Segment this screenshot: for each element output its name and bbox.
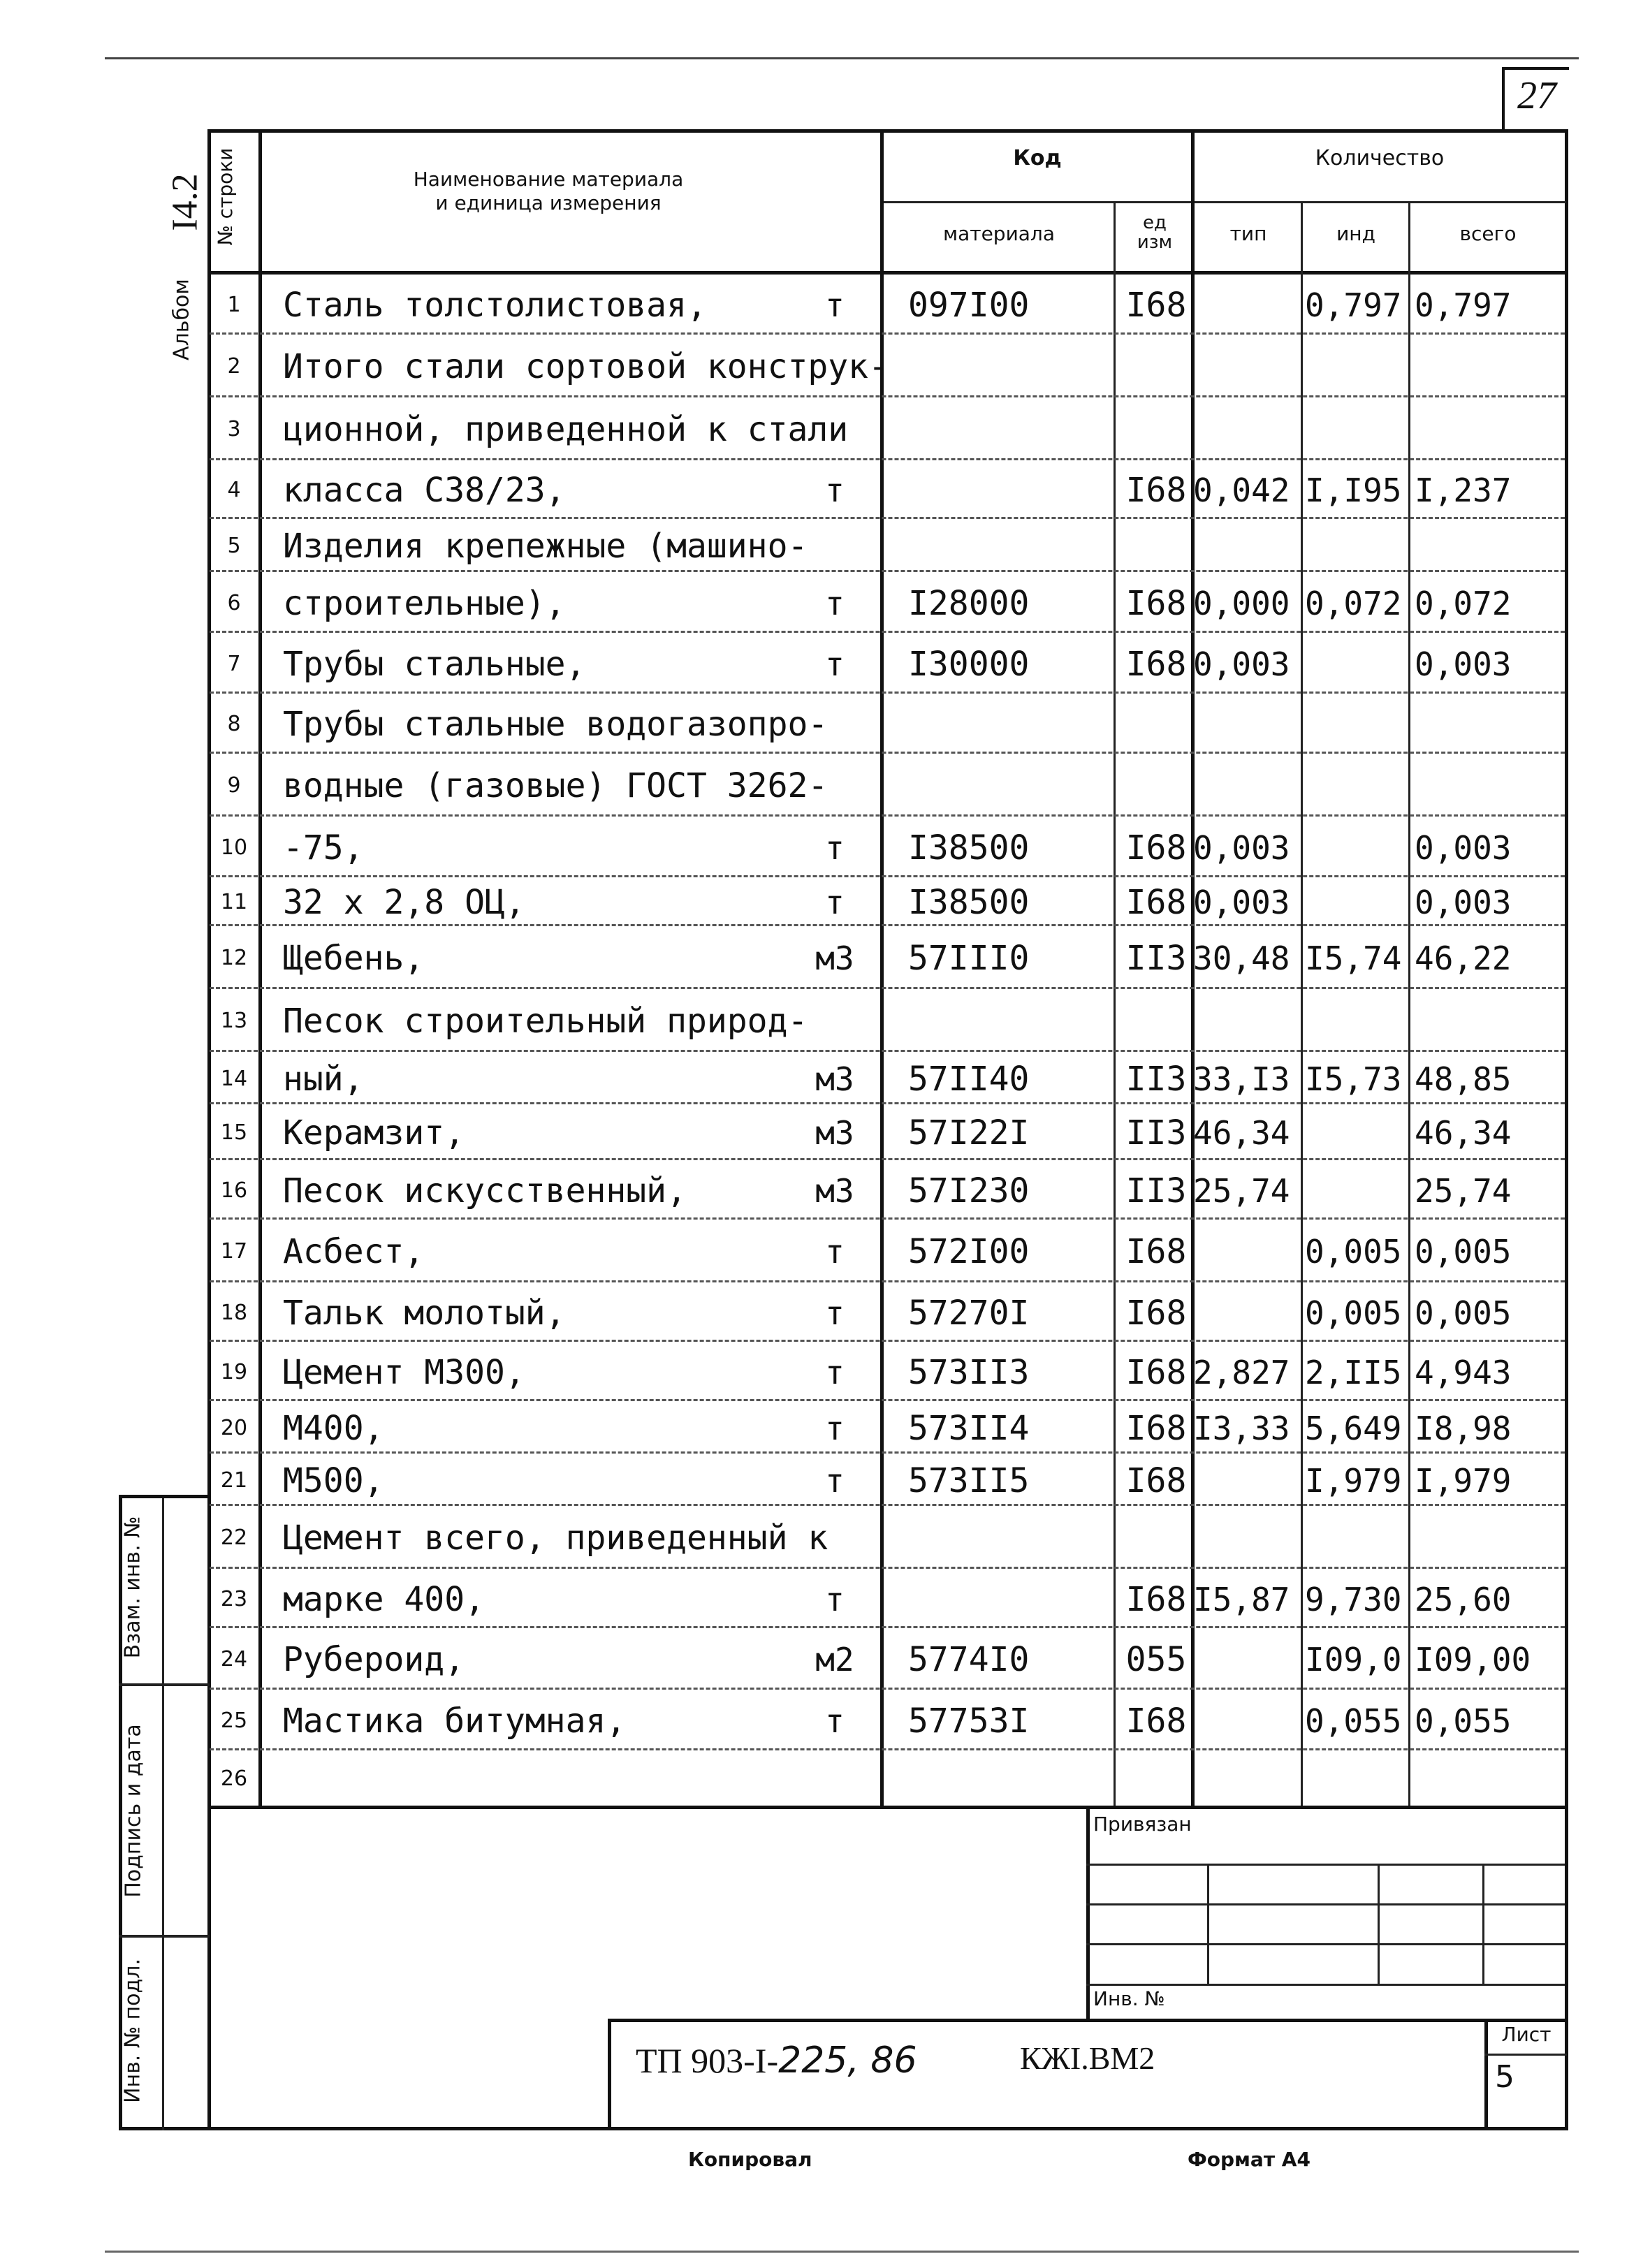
sheet-value: 5 — [1495, 2059, 1514, 2095]
uom-code: I68 — [1125, 1701, 1187, 1741]
header-total: всего — [1459, 222, 1517, 245]
qty-total: 0,003 — [1415, 828, 1512, 867]
stamp-col-2 — [1378, 1864, 1380, 1986]
stamp-col-3 — [1482, 1864, 1484, 1986]
material-name: М500, — [283, 1461, 384, 1500]
uom-code: I68 — [1125, 583, 1187, 623]
qty-typ: 30,48 — [1193, 939, 1290, 977]
row-divider — [210, 924, 1565, 926]
row-number: 12 — [220, 946, 248, 970]
row-number: 7 — [227, 651, 241, 676]
qty-typ: 33,I3 — [1193, 1060, 1290, 1098]
material-code: I38500 — [908, 828, 1030, 868]
row-divider — [210, 1688, 1565, 1690]
qty-ind: I5,73 — [1305, 1060, 1402, 1098]
material-name: ционной, приведенной к стали — [283, 410, 849, 449]
material-name: Трубы стальные, — [283, 644, 586, 684]
qty-typ: I5,87 — [1193, 1580, 1290, 1618]
uom-code: II3 — [1125, 939, 1187, 978]
qty-total: 0,797 — [1415, 286, 1512, 324]
qty-total: 48,85 — [1415, 1060, 1512, 1098]
stamp-inv-no: Инв. № — [1093, 1987, 1165, 2010]
qty-typ: 0,042 — [1193, 471, 1290, 509]
row-number: 18 — [220, 1300, 248, 1325]
row-divider — [210, 1102, 1565, 1104]
unit-of-measure: т — [825, 884, 845, 921]
qty-total: 0,055 — [1415, 1702, 1512, 1740]
material-name: -75, — [283, 828, 364, 868]
qty-total: I,979 — [1415, 1461, 1512, 1500]
qty-ind: 0,055 — [1305, 1702, 1402, 1740]
row-divider — [210, 875, 1565, 877]
qty-typ: 0,000 — [1193, 584, 1290, 622]
row-divider — [210, 1280, 1565, 1282]
uom-code: I68 — [1125, 883, 1187, 922]
row-divider — [210, 570, 1565, 572]
stamp-line-2 — [1086, 1903, 1565, 1905]
doc-mark: КЖI.ВМ2 — [1020, 2040, 1155, 2076]
uom-code: II3 — [1125, 1113, 1187, 1153]
material-name: Керамзит, — [283, 1113, 465, 1153]
row-divider — [210, 395, 1565, 397]
unit-of-measure: т — [825, 1461, 845, 1500]
uom-code: I68 — [1125, 828, 1187, 868]
qty-ind: 2,II5 — [1305, 1353, 1402, 1391]
header-typ: тип — [1229, 222, 1267, 245]
unit-of-measure: т — [825, 1353, 845, 1391]
qty-typ: 25,74 — [1193, 1171, 1290, 1210]
row-divider — [210, 1340, 1565, 1342]
material-code: I38500 — [908, 883, 1030, 922]
unit-of-measure: м2 — [815, 1641, 854, 1678]
margin-split-2 — [119, 1935, 210, 1938]
row-number: 25 — [220, 1708, 248, 1733]
row-number: 3 — [227, 417, 241, 441]
header-quantity: Количество — [1315, 146, 1445, 170]
stamp-line-1 — [1086, 1864, 1565, 1866]
qty-total: I8,98 — [1415, 1409, 1512, 1447]
row-divider — [210, 987, 1565, 989]
qty-ind: 5,649 — [1305, 1409, 1402, 1447]
doc-code — [636, 2040, 917, 2082]
row-number: 16 — [220, 1178, 248, 1203]
qty-total: 25,60 — [1415, 1580, 1512, 1618]
row-divider — [210, 1050, 1565, 1052]
qty-ind: 0,797 — [1305, 286, 1402, 324]
qty-ind: I5,74 — [1305, 939, 1402, 977]
material-name: Мастика битумная, — [283, 1701, 627, 1741]
qty-total: 0,005 — [1415, 1233, 1512, 1271]
unit-of-measure: т — [825, 286, 845, 324]
material-name: Асбест, — [283, 1232, 425, 1271]
material-code: 57III0 — [908, 939, 1030, 978]
doc-code-hand: 225, 86 — [778, 2040, 917, 2082]
row-number: 24 — [220, 1647, 248, 1671]
row-divider — [210, 692, 1565, 694]
title-block-left — [608, 2019, 611, 2129]
qty-ind: 9,730 — [1305, 1580, 1402, 1618]
sheet-number-top: 27 — [1517, 74, 1556, 117]
stamp-line-3 — [1086, 1943, 1565, 1945]
material-name: Изделия крепежные (машино- — [283, 527, 808, 566]
row-divider — [210, 517, 1565, 519]
uom-code: I68 — [1125, 1461, 1187, 1500]
material-code: 5774I0 — [908, 1640, 1030, 1679]
material-code: 097I00 — [908, 286, 1030, 325]
unit-of-measure: т — [825, 645, 845, 683]
material-code: 57753I — [908, 1701, 1030, 1741]
row-number: 5 — [227, 534, 241, 558]
uom-code: I68 — [1125, 1232, 1187, 1271]
qty-ind: 0,005 — [1305, 1233, 1402, 1271]
row-number: 14 — [220, 1066, 248, 1091]
stamp-privyazan: Привязан — [1093, 1813, 1192, 1836]
qty-total: 25,74 — [1415, 1171, 1512, 1210]
material-name: Песок искусственный, — [283, 1171, 687, 1210]
unit-of-measure: т — [825, 1409, 845, 1447]
material-name: марке 400, — [283, 1579, 485, 1619]
row-divider — [210, 1626, 1565, 1628]
uom-code: II3 — [1125, 1171, 1187, 1210]
material-code: 57I230 — [908, 1171, 1030, 1210]
row-number: 8 — [227, 712, 241, 736]
material-code: 57II40 — [908, 1059, 1030, 1099]
row-divider — [210, 1504, 1565, 1506]
row-number: 26 — [220, 1766, 248, 1791]
material-name: строительные), — [283, 583, 566, 623]
header-name: Наименование материала и единица измерения — [413, 168, 684, 214]
qty-ind: I,I95 — [1305, 471, 1402, 509]
header-row-num: № строки — [214, 147, 237, 246]
row-number: 17 — [220, 1239, 248, 1264]
header-code: Код — [1013, 146, 1062, 170]
row-divider — [210, 814, 1565, 817]
material-name: водные (газовые) ГОСТ 3262- — [283, 766, 828, 805]
margin-inner — [162, 1495, 164, 2130]
footer-copied: Копировал — [688, 2148, 812, 2171]
qty-total: 0,003 — [1415, 884, 1512, 921]
material-code: 57I22I — [908, 1113, 1030, 1153]
margin-vzam: Взам. инв. № — [120, 1516, 145, 1659]
uom-code: 055 — [1125, 1640, 1187, 1679]
row-number: 2 — [227, 354, 241, 379]
stamp-left — [1086, 1809, 1090, 2022]
qty-total: 0,072 — [1415, 584, 1512, 622]
doc-code-printed: ТП 903-I- — [636, 2041, 779, 2080]
margin-podpis: Подпись и дата — [121, 1724, 146, 1898]
header-mid-line — [882, 201, 1566, 203]
uom-code: I68 — [1125, 471, 1187, 510]
material-code: I28000 — [908, 583, 1030, 623]
qty-total: 0,003 — [1415, 645, 1512, 683]
qty-ind: I09,0 — [1305, 1641, 1402, 1678]
material-code: 572I00 — [908, 1232, 1030, 1271]
header-ind: инд — [1336, 222, 1375, 245]
qty-total: 4,943 — [1415, 1353, 1512, 1391]
frame-bottom — [119, 2127, 1568, 2130]
uom-code: I68 — [1125, 1293, 1187, 1333]
material-name: Итого стали сортовой конструк- — [283, 347, 889, 386]
qty-typ: 2,827 — [1193, 1353, 1290, 1391]
material-name: М400, — [283, 1408, 384, 1448]
qty-typ: 0,003 — [1193, 884, 1290, 921]
uom-code: I68 — [1125, 1579, 1187, 1619]
row-divider — [210, 1748, 1565, 1750]
qty-typ: 0,003 — [1193, 828, 1290, 867]
uom-code: II3 — [1125, 1059, 1187, 1099]
material-name: Песок строительный природ- — [283, 1002, 808, 1041]
unit-of-measure: т — [825, 1294, 845, 1332]
uom-code: I68 — [1125, 1408, 1187, 1448]
uom-code: I68 — [1125, 286, 1187, 325]
album-label: Альбом — [169, 279, 194, 360]
header-material: материала — [942, 222, 1055, 245]
row-number: 21 — [220, 1468, 248, 1493]
unit-of-measure: т — [825, 1233, 845, 1271]
unit-of-measure: м3 — [815, 1114, 854, 1152]
unit-of-measure: м3 — [815, 1060, 854, 1098]
row-divider — [210, 1158, 1565, 1160]
row-number: 11 — [220, 890, 248, 914]
qty-total: I09,00 — [1415, 1641, 1531, 1678]
qty-total: I,237 — [1415, 471, 1512, 509]
stamp-col-1 — [1207, 1864, 1209, 1986]
qty-total: 46,22 — [1415, 939, 1512, 977]
row-number: 10 — [220, 835, 248, 860]
unit-of-measure: т — [825, 1702, 845, 1740]
top-rule — [105, 57, 1579, 59]
row-divider — [210, 1451, 1565, 1454]
material-code: 573II4 — [908, 1408, 1030, 1448]
uom-code: I68 — [1125, 644, 1187, 684]
row-divider — [210, 332, 1565, 335]
qty-total: 46,34 — [1415, 1114, 1512, 1152]
col-line-num — [258, 129, 262, 1809]
row-divider — [210, 1567, 1565, 1569]
material-name: 32 х 2,8 ОЦ, — [283, 883, 525, 922]
unit-of-measure: м3 — [815, 939, 854, 977]
row-divider — [210, 1217, 1565, 1220]
material-code: I30000 — [908, 644, 1030, 684]
unit-of-measure: т — [825, 471, 845, 509]
row-number: 6 — [227, 590, 241, 615]
row-divider — [210, 752, 1565, 754]
material-name: Цемент М300, — [283, 1352, 525, 1392]
material-name: Сталь толстолистовая, — [283, 286, 707, 325]
material-name: Трубы стальные водогазопро- — [283, 705, 828, 744]
row-number: 4 — [227, 478, 241, 502]
row-number: 9 — [227, 773, 241, 798]
qty-total: 0,005 — [1415, 1294, 1512, 1332]
header-unit: ед изм — [1137, 212, 1173, 253]
title-block-top — [608, 2019, 1568, 2022]
row-number: 20 — [220, 1415, 248, 1440]
header-bottom-line — [207, 271, 1568, 275]
footer-format: Формат А4 — [1188, 2148, 1310, 2171]
qty-typ: 0,003 — [1193, 645, 1290, 683]
frame-right — [1565, 129, 1568, 2130]
material-name: Рубероид, — [283, 1640, 465, 1679]
row-number: 13 — [220, 1009, 248, 1033]
frame-top — [207, 129, 1568, 133]
material-code: 573II3 — [908, 1352, 1030, 1392]
qty-ind: 0,072 — [1305, 584, 1402, 622]
album-number: I4.2 — [165, 173, 205, 231]
table-bottom-line — [207, 1806, 1568, 1809]
margin-inv-podl: Инв. № подл. — [120, 1959, 145, 2103]
row-number: 23 — [220, 1586, 248, 1611]
material-name: Щебень, — [283, 939, 425, 978]
bottom-rule — [105, 2251, 1579, 2253]
unit-of-measure: т — [825, 828, 845, 867]
material-name: Цемент всего, приведенный к — [283, 1519, 828, 1558]
stamp-line-4 — [1086, 1984, 1565, 1986]
row-divider — [210, 1399, 1565, 1401]
material-name: ный, — [283, 1059, 364, 1099]
row-number: 22 — [220, 1526, 248, 1550]
qty-typ: I3,33 — [1193, 1409, 1290, 1447]
margin-split-1 — [119, 1683, 210, 1686]
material-name: класса С38/23, — [283, 471, 566, 510]
unit-of-measure: т — [825, 1580, 845, 1618]
uom-code: I68 — [1125, 1352, 1187, 1392]
row-number: 19 — [220, 1359, 248, 1384]
unit-of-measure: м3 — [815, 1171, 854, 1210]
material-code: 57270I — [908, 1293, 1030, 1333]
row-divider — [210, 631, 1565, 633]
material-code: 573II5 — [908, 1461, 1030, 1500]
qty-typ: 46,34 — [1193, 1114, 1290, 1152]
material-name: Тальк молотый, — [283, 1293, 566, 1333]
qty-ind: 0,005 — [1305, 1294, 1402, 1332]
sheet-box-mid — [1484, 2054, 1567, 2056]
row-divider — [210, 458, 1565, 460]
qty-ind: I,979 — [1305, 1461, 1402, 1500]
row-number: 15 — [220, 1120, 248, 1145]
sheet-label: Лист — [1501, 2023, 1552, 2046]
unit-of-measure: т — [825, 584, 845, 622]
row-number: 1 — [227, 293, 241, 317]
